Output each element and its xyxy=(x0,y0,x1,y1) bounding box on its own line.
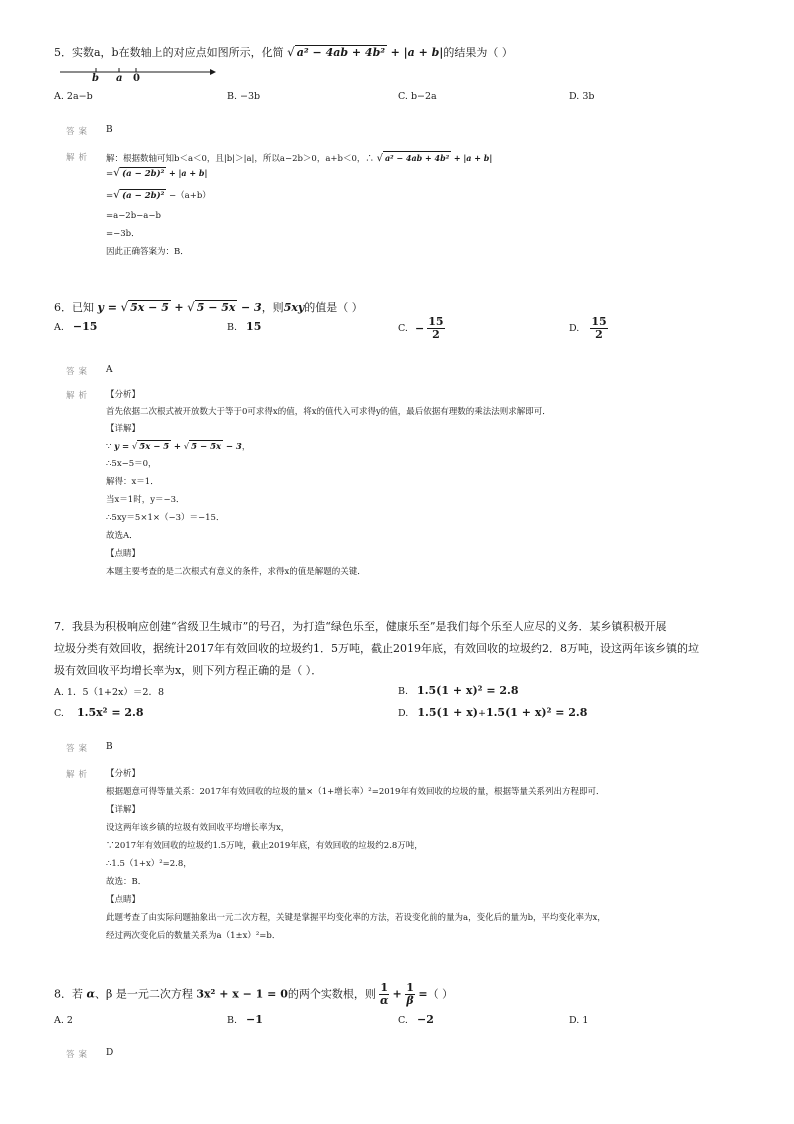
q8-option-d[interactable]: D. 1 xyxy=(569,1015,589,1026)
q6-stem-tail: 的值是（ ） xyxy=(304,301,363,314)
q5-solution-line-6: 因此正确答案为：B． xyxy=(106,247,189,257)
q5-solution-line-1 xyxy=(106,151,492,165)
q6-option-a[interactable] xyxy=(54,320,97,334)
sqrt-sign: √ xyxy=(376,153,383,164)
q7-sol-line-6: ∴1.5（1+x）²=2.8， xyxy=(106,859,192,869)
q7-stem-line-1: 7．我县为积极响应创建“省级卫生城市”的号召，为打造“绿色乐至，健康乐至”是我们每个乐至人应尽的义务．某乡镇积极开展 xyxy=(54,620,667,633)
sol-minus-3: − 3 xyxy=(225,442,242,452)
q5-solution-line-2 xyxy=(106,167,207,180)
option-term-2: 1.5(1 + x)² = 2.8 xyxy=(485,706,588,719)
q8-equation: 3x² + x − 1 = 0 xyxy=(196,987,288,1001)
sol-radicand: (a − 2b)² xyxy=(122,191,165,201)
q6-sol-line-given xyxy=(106,440,250,453)
q7-sol-analysis-head: 【分析】 xyxy=(106,769,141,779)
q6-sol-remark-head: 【点睛】 xyxy=(106,549,141,559)
q8-answer-label: 答案 xyxy=(66,1050,92,1060)
q7-stem-line-2: 垃圾分类有效回收，据统计2017年有效回收的垃圾约1．5万吨，截止2019年底，有效回收的垃圾约2．8万吨，设这两年该乡镇的垃 xyxy=(54,642,699,655)
sol-radicand: a² − 4ab + 4b² xyxy=(384,153,450,163)
option-value: 1.5(1 + x)² = 2.8 xyxy=(417,684,519,697)
sol-tail: −（a+b） xyxy=(169,191,211,201)
option-value: −15 xyxy=(72,320,98,333)
q7-answer: B xyxy=(106,742,113,752)
sol-plus: + xyxy=(173,442,182,452)
option-letter: B. xyxy=(398,686,409,697)
q7-sol-remark-2: 经过两次变化后的数量关系为a（1±x）²=b． xyxy=(106,931,281,941)
sol-eq: = xyxy=(106,169,114,179)
q8-equals: = xyxy=(418,987,428,1001)
q5-option-d[interactable]: D. 3b xyxy=(569,91,595,102)
q5-answer: B xyxy=(106,125,113,135)
sol-abs-term: + |a + b| xyxy=(169,168,208,178)
q6-option-d[interactable] xyxy=(569,316,608,341)
q5-radicand: a² − 4ab + 4b² xyxy=(296,46,386,59)
option-letter: C. xyxy=(398,323,408,334)
q5-stem-text: 5．实数a，b在数轴上的对应点如图所示，化简 xyxy=(54,46,284,59)
q7-sol-analysis: 根据题意可得等量关系：2017年有效回收的垃圾的量×（1+增长率）²=2019年有效回收的垃圾的量，根据等量关系列出方程即可． xyxy=(106,787,605,797)
q5-solution-line-5: =−3b． xyxy=(106,229,140,239)
q6-sol-line-8: ∴5xy＝5×1×（−3）＝−15． xyxy=(106,513,225,523)
q8-alpha: α xyxy=(86,987,95,1001)
q6-eq-y: y = xyxy=(97,301,117,314)
q8-option-c[interactable] xyxy=(398,1013,434,1027)
q7-option-a[interactable]: A. 1．5（1+2x）＝2．8 xyxy=(54,687,164,698)
q5-abs-term: + |a + b| xyxy=(390,46,444,59)
q6-analysis-label: 解析 xyxy=(66,391,92,401)
q6-sol-detail-head: 【详解】 xyxy=(106,424,141,434)
fraction-denominator: α xyxy=(379,994,389,1007)
q7-sol-remark-head: 【点睛】 xyxy=(106,895,141,905)
q7-sol-remark-1: 此题考查了由实际问题抽象出一元二次方程，关键是掌握平均变化率的方法，若设变化前的量为a，变化后的量为b，平均变化率为x， xyxy=(106,913,606,923)
q6-stem-mid: ，则 xyxy=(261,301,284,314)
q6-radicand-1: 5x − 5 xyxy=(130,301,169,314)
sqrt-sign: √ xyxy=(120,300,129,314)
q8-option-a[interactable]: A. 2 xyxy=(54,1015,73,1026)
option-fraction xyxy=(590,316,607,341)
q5-solution-line-4: =a−2b−a−b xyxy=(106,211,161,221)
q6-radicand-2: 5 − 5x xyxy=(196,301,236,314)
option-fraction xyxy=(427,316,444,341)
q6-option-b[interactable] xyxy=(227,320,261,334)
option-letter: C. xyxy=(398,1015,408,1026)
q5-answer-label: 答案 xyxy=(66,127,92,137)
q8-fraction-2 xyxy=(405,982,415,1007)
option-letter: B. xyxy=(227,322,238,333)
option-term-1: 1.5(1 + x) xyxy=(417,706,478,719)
q5-option-c[interactable]: C. b−2a xyxy=(398,91,437,102)
q6-sol-line-9: 故选A． xyxy=(106,531,138,541)
q8-stem-sep: 、β 是一元二次方程 xyxy=(94,987,193,1001)
q8-answer: D xyxy=(106,1048,114,1058)
q7-answer-label: 答案 xyxy=(66,744,92,754)
q7-sol-line-4: 设这两年该乡镇的垃圾有效回收平均增长率为x， xyxy=(106,823,290,833)
option-sign: − xyxy=(414,322,425,335)
q8-stem-tail: （ ） xyxy=(427,987,454,1001)
q7-option-b[interactable] xyxy=(398,684,519,698)
q6-sol-remark: 本题主要考查的是二次根式有意义的条件，求得x的值是解题的关键． xyxy=(106,567,366,577)
q6-sol-analysis-head: 【分析】 xyxy=(106,390,141,400)
option-letter: D. xyxy=(398,708,409,719)
option-letter: D. xyxy=(569,323,580,334)
fraction-denominator: 2 xyxy=(432,328,440,341)
q7-sol-line-7: 故选：B． xyxy=(106,877,147,887)
q7-option-c[interactable] xyxy=(54,706,144,720)
q8-stem-mid: 的两个实数根，则 xyxy=(287,987,376,1001)
axis-label-zero: 0 xyxy=(133,73,140,84)
fraction-denominator: 2 xyxy=(595,328,603,341)
q5-stem-tail: 的结果为（ ） xyxy=(443,46,513,59)
axis-label-b: b xyxy=(92,73,99,84)
q6-sol-analysis: 首先依据二次根式被开放数大于等于0可求得x的值，将x的值代入可求得y的值，最后依据有理数的乘法法则求解即可． xyxy=(106,407,551,417)
option-value: −1 xyxy=(246,1013,263,1026)
option-plus: + xyxy=(477,708,486,719)
sol-abs-term: + |a + b| xyxy=(453,153,493,163)
q8-fraction-1 xyxy=(379,982,389,1007)
q7-analysis-label: 解析 xyxy=(66,770,92,780)
q6-option-c[interactable] xyxy=(398,316,445,341)
sqrt-sign: √ xyxy=(113,188,121,201)
axis-label-a: a xyxy=(116,73,123,84)
q6-plus: + xyxy=(174,301,184,314)
sol-radicand: (a − 2b)² xyxy=(122,169,165,179)
q8-stem-text: 8．若 xyxy=(54,987,83,1001)
sol-radicand-2: 5 − 5x xyxy=(191,442,222,452)
q7-option-d[interactable] xyxy=(398,706,587,720)
because-sign: ∵ xyxy=(106,442,112,452)
q8-option-b[interactable] xyxy=(227,1013,263,1027)
q7-sol-detail-head: 【详解】 xyxy=(106,805,141,815)
option-value: −2 xyxy=(416,1013,434,1026)
fraction-numerator: 15 xyxy=(591,315,607,328)
q6-answer-label: 答案 xyxy=(66,367,92,377)
q6-sol-line-7: 当x＝1时，y＝−3． xyxy=(106,495,185,505)
option-letter: C. xyxy=(54,708,64,719)
sqrt-sign: √ xyxy=(131,442,138,452)
sol-eq: = xyxy=(106,191,114,201)
sol-text: 解：根据数轴可知b＜a＜0，且|b|＞|a|，所以a−2b＞0，a+b＜0，∴ xyxy=(106,154,374,164)
q5-analysis-label: 解析 xyxy=(66,153,92,163)
q7-sol-line-5: ∵2017年有效回收的垃圾约1.5万吨，截止2019年底，有效回收的垃圾约2.8万吨， xyxy=(106,841,423,851)
q7-stem-line-3: 圾有效回收平均增长率为x，则下列方程正确的是（ ）． xyxy=(54,664,323,677)
sqrt-sign: √ xyxy=(187,300,195,314)
q6-stem-text: 6．已知 xyxy=(54,301,94,314)
fraction-denominator: β xyxy=(406,994,414,1007)
sqrt-sign: √ xyxy=(183,442,190,452)
sqrt-sign: √ xyxy=(113,166,121,179)
q5-option-b[interactable]: B. −3b xyxy=(227,91,261,102)
q6-sol-line-5: ∴5x−5＝0， xyxy=(106,459,157,469)
q6-stem xyxy=(54,300,363,315)
option-value: 15 xyxy=(246,320,262,333)
q8-plus: + xyxy=(392,987,402,1001)
q6-minus-3: − 3 xyxy=(240,301,262,314)
number-line-arrow xyxy=(210,69,216,75)
sol-radicand-1: 5x − 5 xyxy=(139,442,170,452)
option-letter: A. xyxy=(54,322,64,333)
q6-answer: A xyxy=(106,365,113,375)
q6-expr: 5xy xyxy=(283,301,305,314)
fraction-numerator: 15 xyxy=(428,315,444,328)
fraction-numerator: 1 xyxy=(406,981,414,994)
q5-solution-line-3 xyxy=(106,189,211,202)
sqrt-sign: √ xyxy=(287,45,295,59)
q5-stem xyxy=(54,45,513,60)
option-value: 1.5x² = 2.8 xyxy=(76,706,144,719)
q5-option-a[interactable]: A. 2a−b xyxy=(54,91,93,102)
sol-comma: ， xyxy=(241,442,251,452)
q8-stem xyxy=(54,982,453,1007)
sol-y: y = xyxy=(114,442,130,452)
q6-sol-line-6: 解得：x＝1． xyxy=(106,477,159,487)
fraction-numerator: 1 xyxy=(380,981,389,994)
option-letter: B. xyxy=(227,1015,238,1026)
